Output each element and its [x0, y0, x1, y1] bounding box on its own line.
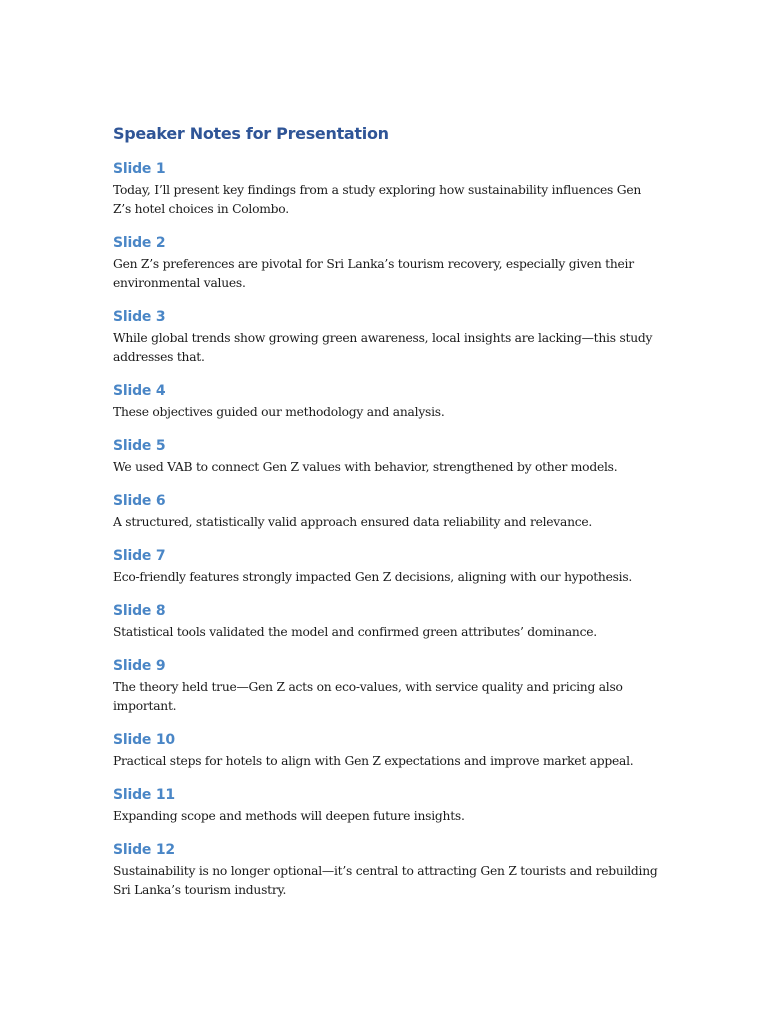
- slide-note: While global trends show growing green awareness, local insights are lacking—this study addresses that.: [113, 331, 653, 364]
- slide-note: Statistical tools validated the model and confirmed green attributes’ dominance.: [113, 625, 597, 639]
- slide-heading: Slide 11: [113, 787, 175, 803]
- slide-section-3: [113, 307, 658, 367]
- slide-heading: Slide 10: [113, 732, 175, 748]
- slide-heading: Slide 3: [113, 309, 166, 325]
- slide-heading: Slide 8: [113, 603, 166, 619]
- slide-section-6: [113, 491, 658, 532]
- slide-heading: Slide 2: [113, 235, 166, 251]
- slide-note: Gen Z’s preferences are pivotal for Sri Lanka’s tourism recovery, especially given their environmental values.: [113, 257, 634, 290]
- slide-section-1: [113, 159, 658, 219]
- slide-note: Practical steps for hotels to align with Gen Z expectations and improve market appeal.: [113, 754, 634, 768]
- slide-note: Today, I’ll present key findings from a study exploring how sustainability influences Gen Z’s hotel choices in Colombo.: [113, 183, 642, 216]
- document-title: Speaker Notes for Presentation: [113, 124, 389, 143]
- slide-section-2: [113, 233, 658, 293]
- slide-note: The theory held true—Gen Z acts on eco-values, with service quality and pricing also important.: [113, 680, 623, 713]
- slide-heading: Slide 12: [113, 842, 175, 858]
- slide-section-9: [113, 656, 658, 716]
- slide-note: We used VAB to connect Gen Z values with behavior, strengthened by other models.: [113, 460, 618, 474]
- slide-section-8: [113, 601, 658, 642]
- slide-section-5: [113, 436, 658, 477]
- slide-section-11: [113, 785, 658, 826]
- slide-section-12: [113, 840, 658, 900]
- document-body: [113, 122, 658, 914]
- slide-heading: Slide 7: [113, 548, 166, 564]
- slide-heading: Slide 5: [113, 438, 166, 454]
- slide-note: Eco-friendly features strongly impacted Gen Z decisions, aligning with our hypothesis.: [113, 570, 633, 584]
- slide-heading: Slide 4: [113, 383, 166, 399]
- slide-note: A structured, statistically valid approach ensured data reliability and relevance.: [113, 515, 593, 529]
- slide-note: Sustainability is no longer optional—it’s central to attracting Gen Z tourists and rebuilding Sri Lanka’s tourism industry.: [113, 864, 658, 897]
- slide-section-7: [113, 546, 658, 587]
- slide-heading: Slide 9: [113, 658, 166, 674]
- slide-heading: Slide 1: [113, 161, 166, 177]
- slide-note: These objectives guided our methodology and analysis.: [113, 405, 445, 419]
- slide-note: Expanding scope and methods will deepen future insights.: [113, 809, 465, 823]
- slide-heading: Slide 6: [113, 493, 166, 509]
- slide-section-10: [113, 730, 658, 771]
- slide-section-4: [113, 381, 658, 422]
